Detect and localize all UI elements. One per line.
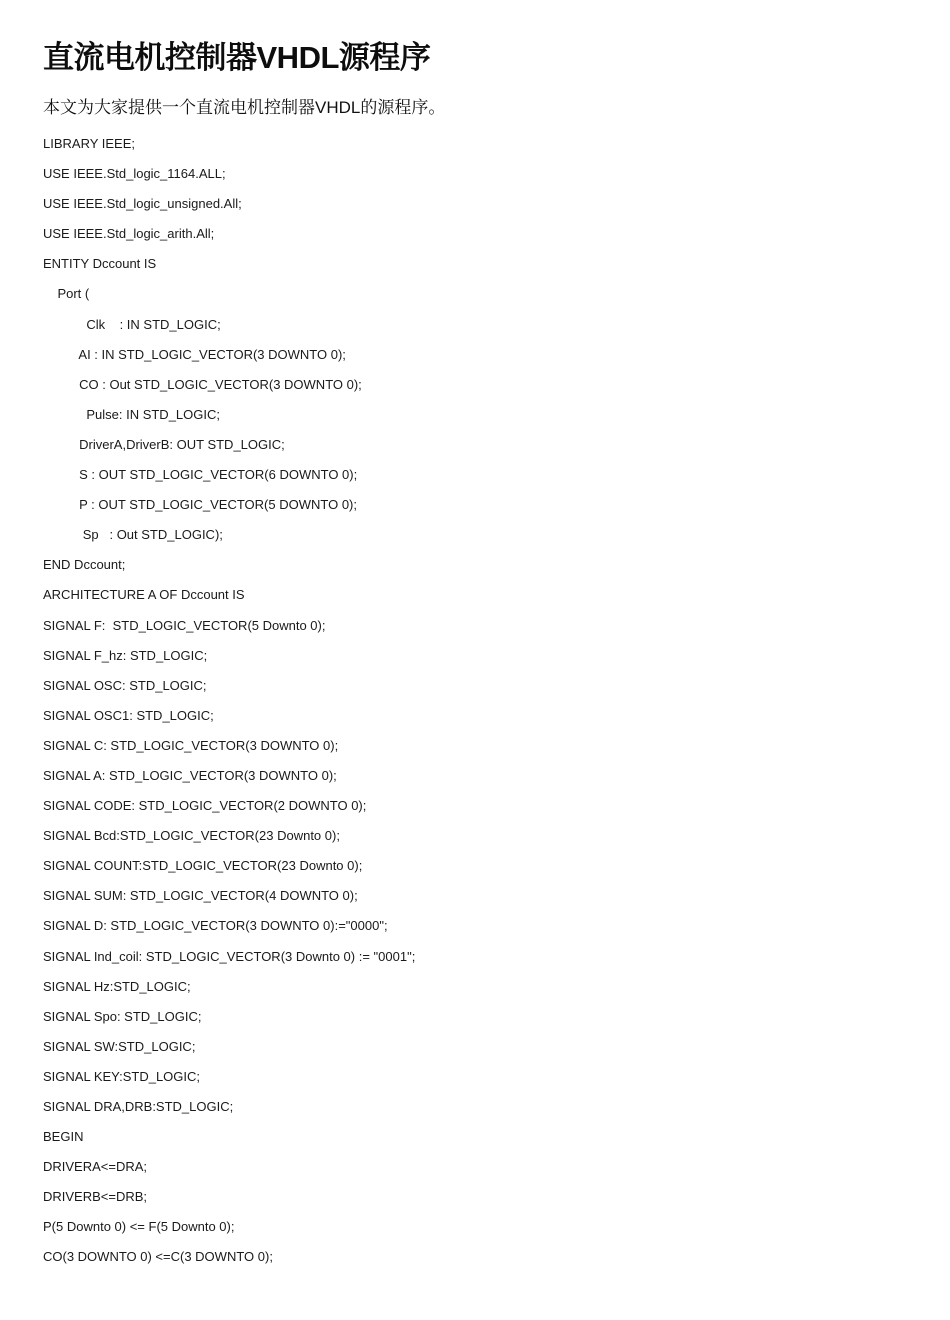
code-line: DRIVERB<=DRB; [43, 1189, 148, 1205]
code-line: SIGNAL SW:STD_LOGIC; [43, 1038, 196, 1054]
code-line: SIGNAL OSC1: STD_LOGIC; [43, 707, 214, 723]
code-line: SIGNAL F: STD_LOGIC_VECTOR(5 Downto 0); [43, 617, 326, 633]
code-line: SIGNAL Hz:STD_LOGIC; [43, 978, 191, 994]
code-listing [43, 133, 415, 1277]
intro-paragraph: 本文为大家提供一个直流电机控制器VHDL的源程序。 [43, 98, 446, 117]
code-line: LIBRARY IEEE; [43, 136, 136, 151]
code-line: ENTITY Dccount IS [43, 256, 157, 272]
code-line: DRIVERA<=DRA; [43, 1159, 148, 1175]
code-line: CO(3 DOWNTO 0) <=C(3 DOWNTO 0); [43, 1249, 273, 1265]
code-line: USE IEEE.Std_logic_unsigned.All; [43, 196, 242, 212]
code-line: CO : Out STD_LOGIC_VECTOR(3 DOWNTO 0); [43, 376, 362, 392]
code-line: SIGNAL F_hz: STD_LOGIC; [43, 647, 208, 663]
code-line: USE IEEE.Std_logic_arith.All; [43, 226, 215, 242]
code-line: Port ( [43, 286, 90, 302]
code-line: SIGNAL COUNT:STD_LOGIC_VECTOR(23 Downto 0); [43, 858, 363, 874]
code-line: ARCHITECTURE A OF Dccount IS [43, 587, 245, 603]
code-line: END Dccount; [43, 557, 126, 573]
code-line: SIGNAL Ind_coil: STD_LOGIC_VECTOR(3 Downto 0) := "0001"; [43, 948, 416, 964]
code-line: DriverA,DriverB: OUT STD_LOGIC; [43, 436, 285, 452]
code-line: Sp : Out STD_LOGIC); [43, 527, 223, 543]
code-line: SIGNAL C: STD_LOGIC_VECTOR(3 DOWNTO 0); [43, 737, 339, 753]
code-line: SIGNAL Bcd:STD_LOGIC_VECTOR(23 Downto 0); [43, 828, 340, 844]
code-line: SIGNAL DRA,DRB:STD_LOGIC; [43, 1099, 234, 1114]
code-line: P : OUT STD_LOGIC_VECTOR(5 DOWNTO 0); [43, 497, 357, 513]
code-line: SIGNAL Spo: STD_LOGIC; [43, 1008, 202, 1024]
code-line: Pulse: IN STD_LOGIC; [43, 406, 220, 422]
code-line: BEGIN [43, 1129, 84, 1145]
code-line: SIGNAL KEY:STD_LOGIC; [43, 1068, 201, 1084]
code-line: SIGNAL OSC: STD_LOGIC; [43, 677, 207, 693]
code-line: SIGNAL D: STD_LOGIC_VECTOR(3 DOWNTO 0):="0000"; [43, 918, 388, 934]
code-line: USE IEEE.Std_logic_1164.ALL; [43, 166, 226, 182]
code-line: P(5 Downto 0) <= F(5 Downto 0); [43, 1219, 235, 1235]
code-line: S : OUT STD_LOGIC_VECTOR(6 DOWNTO 0); [43, 467, 358, 483]
code-line: SIGNAL CODE: STD_LOGIC_VECTOR(2 DOWNTO 0); [43, 798, 367, 814]
code-line: SIGNAL A: STD_LOGIC_VECTOR(3 DOWNTO 0); [43, 767, 337, 783]
code-line: Clk : IN STD_LOGIC; [43, 316, 221, 332]
page-title: 直流电机控制器VHDL源程序 [43, 40, 431, 75]
code-line: AI : IN STD_LOGIC_VECTOR(3 DOWNTO 0); [43, 346, 346, 362]
code-line: SIGNAL SUM: STD_LOGIC_VECTOR(4 DOWNTO 0); [43, 888, 358, 904]
